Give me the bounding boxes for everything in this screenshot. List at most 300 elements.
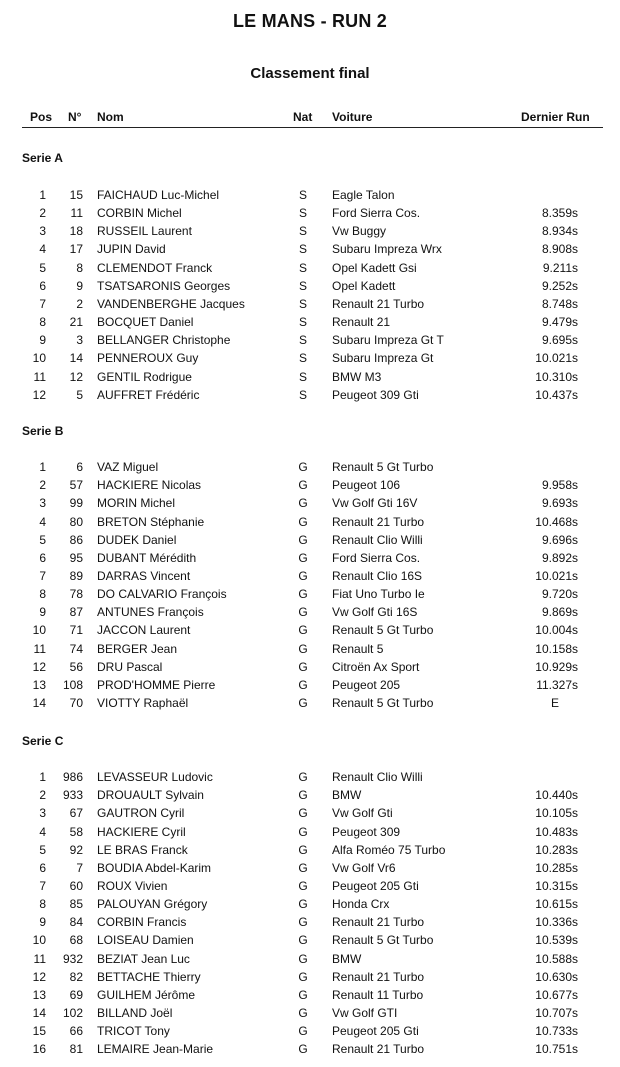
- driver-name-cell: DRU Pascal: [97, 659, 163, 674]
- nat-cell: G: [298, 605, 308, 620]
- car-model-cell: Renault 21 Turbo: [332, 514, 425, 529]
- car-number-cell: 82: [69, 969, 83, 984]
- table-row: [0, 370, 620, 388]
- car-model-cell: Peugeot 205 Gti: [332, 1024, 419, 1039]
- car-number-cell: 2: [76, 296, 83, 311]
- position-cell: 1: [39, 188, 46, 202]
- car-model-cell: Vw Golf Gti 16V: [332, 496, 418, 511]
- car-number-cell: 89: [69, 568, 83, 583]
- driver-name-cell: CORBIN Michel: [97, 206, 182, 221]
- nat-cell: G: [298, 806, 308, 821]
- driver-name-cell: FAICHAUD Luc-Michel: [97, 188, 220, 202]
- table-row: [0, 279, 620, 297]
- car-number-cell: 21: [69, 315, 83, 329]
- driver-name-cell: TRICOT Tony: [97, 1024, 170, 1039]
- position-cell: 2: [39, 206, 46, 221]
- nat-cell: G: [298, 587, 308, 601]
- driver-name-cell: JACCON Laurent: [97, 623, 191, 638]
- position-cell: 12: [32, 659, 46, 674]
- position-cell: 4: [39, 242, 46, 257]
- nat-cell: S: [298, 242, 307, 257]
- driver-name-cell: TSATSARONIS Georges: [97, 278, 231, 293]
- car-number-cell: 6: [76, 460, 83, 474]
- table-row: [0, 788, 620, 806]
- nat-cell: S: [298, 387, 307, 402]
- car-model-cell: Vw Buggy: [332, 224, 387, 239]
- car-number-cell: 67: [69, 806, 83, 821]
- position-cell: 8: [39, 587, 46, 601]
- table-row: [0, 515, 620, 533]
- car-model-cell: Peugeot 205: [332, 677, 401, 692]
- last-run-cell: 10.310s: [535, 369, 578, 384]
- car-number-cell: 95: [69, 550, 83, 565]
- table-row: [0, 224, 620, 242]
- car-model-cell: Renault 21 Turbo: [332, 1042, 425, 1057]
- car-number-cell: 986: [62, 770, 83, 784]
- position-cell: 11: [33, 951, 46, 966]
- nat-cell: G: [298, 1006, 308, 1020]
- page-subtitle: Classement final: [250, 65, 370, 82]
- driver-name-cell: DARRAS Vincent: [97, 568, 191, 583]
- nat-cell: S: [298, 206, 307, 221]
- driver-name-cell: BELLANGER Christophe: [97, 333, 231, 348]
- position-cell: 2: [39, 788, 46, 803]
- nat-cell: S: [298, 296, 307, 311]
- last-run-cell: 10.468s: [535, 514, 578, 529]
- last-run-cell: 8.934s: [541, 224, 578, 239]
- driver-name-cell: HACKIERE Cyril: [97, 824, 186, 839]
- driver-name-cell: RUSSEIL Laurent: [97, 224, 192, 239]
- car-model-cell: Renault 5 Gt Turbo: [332, 933, 434, 948]
- nat-cell: G: [298, 1042, 308, 1057]
- position-cell: 11: [33, 641, 46, 656]
- car-number-cell: 9: [76, 278, 83, 293]
- last-run-cell: 9.211s: [542, 260, 578, 275]
- car-number-cell: 71: [69, 623, 83, 638]
- position-cell: 3: [39, 224, 46, 239]
- table-row: [0, 587, 620, 605]
- position-cell: 3: [39, 806, 46, 821]
- car-number-cell: 85: [69, 897, 83, 911]
- table-row: [0, 825, 620, 843]
- car-number-cell: 99: [69, 496, 83, 511]
- nat-cell: G: [298, 568, 308, 583]
- table-row: [0, 496, 620, 514]
- last-run-cell: 9.695s: [541, 333, 578, 348]
- car-number-cell: 8: [76, 260, 83, 275]
- position-cell: 2: [39, 478, 46, 493]
- last-run-cell: 10.021s: [535, 351, 578, 366]
- car-model-cell: Ford Sierra Cos.: [332, 550, 421, 565]
- table-row: [0, 206, 620, 224]
- position-cell: 14: [32, 696, 46, 710]
- car-model-cell: Vw Golf Vr6: [332, 860, 396, 875]
- driver-name-cell: GENTIL Rodrigue: [97, 369, 192, 384]
- header-divider: [22, 127, 603, 128]
- car-model-cell: Opel Kadett: [332, 278, 396, 293]
- nat-cell: G: [298, 550, 308, 565]
- table-row: [0, 843, 620, 861]
- car-model-cell: Renault 5 Gt Turbo: [332, 696, 434, 710]
- last-run-cell: 10.677s: [535, 987, 578, 1002]
- car-model-cell: BMW: [332, 788, 362, 803]
- nat-cell: G: [298, 460, 308, 474]
- car-number-cell: 86: [69, 532, 83, 547]
- table-row: [0, 970, 620, 988]
- header-num: N°: [68, 110, 82, 124]
- car-number-cell: 933: [62, 788, 83, 803]
- position-cell: 15: [32, 1024, 46, 1039]
- last-run-cell: 10.336s: [535, 915, 578, 930]
- car-model-cell: Renault Clio Willi: [332, 532, 423, 547]
- car-model-cell: Peugeot 309 Gti: [332, 387, 419, 402]
- nat-cell: G: [298, 860, 308, 875]
- last-run-cell: 10.440s: [535, 788, 578, 803]
- driver-name-cell: PENNEROUX Guy: [97, 351, 199, 366]
- car-number-cell: 108: [62, 677, 83, 692]
- car-number-cell: 69: [69, 987, 83, 1002]
- car-model-cell: Renault 5: [332, 641, 384, 656]
- car-model-cell: Alfa Roméo 75 Turbo: [332, 842, 446, 857]
- nat-cell: G: [298, 824, 308, 839]
- car-model-cell: Opel Kadett Gsi: [332, 260, 417, 275]
- car-model-cell: Renault 21 Turbo: [332, 915, 425, 930]
- car-number-cell: 56: [69, 659, 83, 674]
- position-cell: 1: [39, 460, 46, 474]
- nat-cell: S: [298, 224, 307, 239]
- last-run-cell: 10.539s: [535, 933, 578, 948]
- driver-name-cell: ROUX Vivien: [97, 878, 168, 893]
- position-cell: 13: [32, 987, 46, 1002]
- car-number-cell: 11: [70, 206, 83, 221]
- last-run-cell: 9.479s: [541, 315, 578, 329]
- position-cell: 10: [32, 623, 46, 638]
- driver-name-cell: DROUAULT Sylvain: [97, 788, 204, 803]
- table-row: [0, 1024, 620, 1042]
- driver-name-cell: CLEMENDOT Franck: [97, 260, 213, 275]
- driver-name-cell: MORIN Michel: [97, 496, 176, 511]
- nat-cell: G: [298, 969, 308, 984]
- car-number-cell: 87: [69, 605, 83, 620]
- position-cell: 9: [39, 333, 46, 348]
- last-run-cell: 8.748s: [541, 296, 578, 311]
- table-row: [0, 660, 620, 678]
- position-cell: 4: [39, 514, 46, 529]
- position-cell: 7: [39, 568, 46, 583]
- table-row: [0, 315, 620, 333]
- nat-cell: G: [298, 623, 308, 638]
- driver-name-cell: BILLAND Joël: [97, 1006, 173, 1020]
- nat-cell: G: [298, 677, 308, 692]
- nat-cell: G: [298, 532, 308, 547]
- last-run-cell: 9.696s: [541, 532, 578, 547]
- header-car: Voiture: [332, 110, 373, 124]
- car-model-cell: Subaru Impreza Wrx: [332, 242, 442, 257]
- car-number-cell: 12: [69, 369, 83, 384]
- car-model-cell: Peugeot 106: [332, 478, 401, 493]
- nat-cell: S: [298, 260, 307, 275]
- position-cell: 16: [32, 1042, 46, 1057]
- car-model-cell: Renault 21: [332, 315, 391, 329]
- car-model-cell: Renault Clio Willi: [332, 770, 423, 784]
- last-run-cell: 10.437s: [535, 387, 578, 402]
- last-run-cell: 10.483s: [535, 824, 578, 839]
- nat-cell: G: [298, 1024, 308, 1039]
- car-model-cell: Subaru Impreza Gt: [332, 351, 434, 366]
- nat-cell: G: [298, 915, 308, 930]
- position-cell: 10: [32, 351, 46, 366]
- driver-name-cell: CORBIN Francis: [97, 915, 187, 930]
- last-run-cell: 10.004s: [535, 623, 578, 638]
- last-run-cell: 10.105s: [535, 806, 578, 821]
- last-run-cell: 9.720s: [541, 587, 578, 601]
- last-run-cell: 9.958s: [541, 478, 578, 493]
- series-label: Serie C: [22, 734, 64, 748]
- nat-cell: S: [298, 188, 307, 202]
- last-run-cell: 10.285s: [535, 860, 578, 875]
- driver-name-cell: VANDENBERGHE Jacques: [97, 296, 245, 311]
- position-cell: 1: [39, 770, 46, 784]
- car-number-cell: 84: [69, 915, 83, 930]
- position-cell: 7: [39, 878, 46, 893]
- nat-cell: G: [298, 696, 308, 710]
- driver-name-cell: GUILHEM Jérôme: [97, 987, 196, 1002]
- driver-name-cell: VAZ Miguel: [97, 460, 159, 474]
- driver-name-cell: BOCQUET Daniel: [97, 315, 194, 329]
- table-row: [0, 297, 620, 315]
- car-number-cell: 14: [69, 351, 83, 366]
- car-number-cell: 68: [69, 933, 83, 948]
- driver-name-cell: DO CALVARIO François: [97, 587, 227, 601]
- position-cell: 3: [39, 496, 46, 511]
- car-number-cell: 66: [69, 1024, 83, 1039]
- nat-cell: G: [298, 897, 308, 911]
- last-run-cell: E: [550, 696, 559, 710]
- table-row: [0, 460, 620, 478]
- nat-cell: G: [298, 659, 308, 674]
- car-number-cell: 5: [76, 387, 83, 402]
- last-run-cell: 10.929s: [535, 659, 578, 674]
- table-row: [0, 242, 620, 260]
- table-row: [0, 533, 620, 551]
- last-run-cell: 10.707s: [535, 1006, 578, 1020]
- table-row: [0, 861, 620, 879]
- position-cell: 10: [32, 933, 46, 948]
- nat-cell: G: [298, 514, 308, 529]
- car-number-cell: 3: [76, 333, 83, 348]
- driver-name-cell: BEZIAT Jean Luc: [97, 951, 190, 966]
- car-number-cell: 102: [62, 1006, 83, 1020]
- header-last-run: Dernier Run: [521, 110, 590, 124]
- car-model-cell: BMW: [332, 951, 362, 966]
- car-number-cell: 80: [69, 514, 83, 529]
- position-cell: 5: [39, 532, 46, 547]
- table-row: [0, 770, 620, 788]
- table-row: [0, 1042, 620, 1060]
- driver-name-cell: LEVASSEUR Ludovic: [97, 770, 213, 784]
- nat-cell: G: [298, 933, 308, 948]
- position-cell: 4: [39, 824, 46, 839]
- last-run-cell: 10.733s: [535, 1024, 578, 1039]
- position-cell: 8: [39, 897, 46, 911]
- page-title: LE MANS - RUN 2: [232, 11, 387, 31]
- table-row: [0, 261, 620, 279]
- last-run-cell: 10.615s: [535, 897, 578, 911]
- last-run-cell: 10.315s: [535, 878, 578, 893]
- position-cell: 9: [39, 915, 46, 930]
- last-run-cell: 10.588s: [535, 951, 578, 966]
- table-row: [0, 551, 620, 569]
- car-number-cell: 932: [62, 951, 83, 966]
- car-model-cell: Ford Sierra Cos.: [332, 206, 421, 221]
- car-model-cell: Renault 21 Turbo: [332, 969, 425, 984]
- car-model-cell: Renault Clio 16S: [332, 568, 423, 583]
- driver-name-cell: BRETON Stéphanie: [97, 514, 205, 529]
- last-run-cell: 9.869s: [541, 605, 578, 620]
- nat-cell: G: [298, 987, 308, 1002]
- car-number-cell: 70: [69, 696, 83, 710]
- driver-name-cell: BOUDIA Abdel-Karim: [97, 860, 212, 875]
- driver-name-cell: BERGER Jean: [97, 641, 178, 656]
- table-row: [0, 605, 620, 623]
- last-run-cell: 10.158s: [535, 641, 578, 656]
- nat-cell: G: [298, 478, 308, 493]
- car-number-cell: 60: [69, 878, 83, 893]
- last-run-cell: 10.630s: [535, 969, 578, 984]
- car-number-cell: 58: [69, 824, 83, 839]
- position-cell: 6: [39, 278, 46, 293]
- position-cell: 6: [39, 860, 46, 875]
- position-cell: 6: [39, 550, 46, 565]
- driver-name-cell: VIOTTY Raphaël: [97, 696, 189, 710]
- car-model-cell: Vw Golf Gti: [332, 806, 393, 821]
- nat-cell: G: [298, 770, 308, 784]
- car-number-cell: 17: [69, 242, 83, 257]
- nat-cell: G: [298, 842, 308, 857]
- last-run-cell: 10.283s: [535, 842, 578, 857]
- driver-name-cell: PALOUYAN Grégory: [97, 897, 208, 911]
- table-row: [0, 696, 620, 714]
- table-row: [0, 897, 620, 915]
- car-number-cell: 15: [69, 188, 83, 202]
- driver-name-cell: JUPIN David: [97, 242, 166, 257]
- car-model-cell: Renault 5 Gt Turbo: [332, 460, 434, 474]
- last-run-cell: 11.327s: [536, 677, 578, 692]
- table-row: [0, 478, 620, 496]
- series-label: Serie B: [22, 424, 64, 438]
- position-cell: 12: [32, 969, 46, 984]
- last-run-cell: 9.693s: [541, 496, 578, 511]
- driver-name-cell: ANTUNES François: [97, 605, 204, 620]
- header-nat: Nat: [293, 110, 313, 124]
- driver-name-cell: LOISEAU Damien: [97, 933, 194, 948]
- car-model-cell: Renault 5 Gt Turbo: [332, 623, 434, 638]
- driver-name-cell: HACKIERE Nicolas: [97, 478, 202, 493]
- table-row: [0, 678, 620, 696]
- table-row: [0, 933, 620, 951]
- nat-cell: G: [298, 788, 308, 803]
- car-model-cell: Subaru Impreza Gt T: [332, 333, 444, 348]
- position-cell: 5: [39, 260, 46, 275]
- car-model-cell: Citroën Ax Sport: [332, 659, 420, 674]
- driver-name-cell: DUBANT Mérédith: [97, 550, 197, 565]
- nat-cell: G: [298, 496, 308, 511]
- car-model-cell: Peugeot 309: [332, 824, 401, 839]
- driver-name-cell: PROD'HOMME Pierre: [97, 677, 216, 692]
- car-number-cell: 78: [69, 587, 83, 601]
- car-model-cell: Honda Crx: [332, 897, 390, 911]
- car-number-cell: 7: [76, 860, 83, 875]
- car-model-cell: Vw Golf GTI: [332, 1006, 398, 1020]
- table-row: [0, 988, 620, 1006]
- nat-cell: S: [298, 369, 307, 384]
- table-row: [0, 351, 620, 369]
- position-cell: 12: [32, 387, 46, 402]
- car-model-cell: Fiat Uno Turbo Ie: [332, 587, 425, 601]
- driver-name-cell: AUFFRET Frédéric: [97, 387, 200, 402]
- car-model-cell: Peugeot 205 Gti: [332, 878, 419, 893]
- table-row: [0, 915, 620, 933]
- table-row: [0, 188, 620, 206]
- table-row: [0, 569, 620, 587]
- table-row: [0, 388, 620, 406]
- last-run-cell: 9.892s: [541, 550, 578, 565]
- last-run-cell: 8.359s: [541, 206, 578, 221]
- nat-cell: S: [298, 333, 307, 348]
- car-number-cell: 81: [69, 1042, 83, 1057]
- nat-cell: S: [298, 315, 307, 329]
- series-label: Serie A: [22, 151, 63, 165]
- nat-cell: G: [298, 878, 308, 893]
- table-row: [0, 1006, 620, 1024]
- last-run-cell: 10.751s: [535, 1042, 578, 1057]
- table-row: [0, 806, 620, 824]
- car-number-cell: 57: [69, 478, 83, 493]
- car-model-cell: Renault 11 Turbo: [332, 987, 424, 1002]
- driver-name-cell: GAUTRON Cyril: [97, 806, 185, 821]
- driver-name-cell: LEMAIRE Jean-Marie: [97, 1042, 214, 1057]
- nat-cell: G: [298, 951, 308, 966]
- car-number-cell: 74: [69, 641, 83, 656]
- car-number-cell: 18: [69, 224, 83, 239]
- nat-cell: S: [298, 278, 307, 293]
- header-pos: Pos: [30, 110, 53, 124]
- nat-cell: S: [298, 351, 307, 366]
- position-cell: 11: [33, 369, 46, 384]
- header-name: Nom: [97, 110, 124, 124]
- car-model-cell: Vw Golf Gti 16S: [332, 605, 418, 620]
- driver-name-cell: BETTACHE Thierry: [97, 969, 201, 984]
- table-row: [0, 879, 620, 897]
- car-model-cell: Eagle Talon: [332, 188, 395, 202]
- position-cell: 9: [39, 605, 46, 620]
- driver-name-cell: LE BRAS Franck: [97, 842, 188, 857]
- last-run-cell: 9.252s: [541, 278, 578, 293]
- position-cell: 5: [39, 842, 46, 857]
- last-run-cell: 8.908s: [541, 242, 578, 257]
- table-row: [0, 642, 620, 660]
- nat-cell: G: [298, 641, 308, 656]
- car-model-cell: Renault 21 Turbo: [332, 296, 425, 311]
- driver-name-cell: DUDEK Daniel: [97, 532, 177, 547]
- position-cell: 7: [39, 296, 46, 311]
- car-number-cell: 92: [69, 842, 83, 857]
- last-run-cell: 10.021s: [535, 568, 578, 583]
- position-cell: 14: [32, 1006, 46, 1020]
- car-model-cell: BMW M3: [332, 369, 382, 384]
- table-row: [0, 333, 620, 351]
- position-cell: 13: [32, 677, 46, 692]
